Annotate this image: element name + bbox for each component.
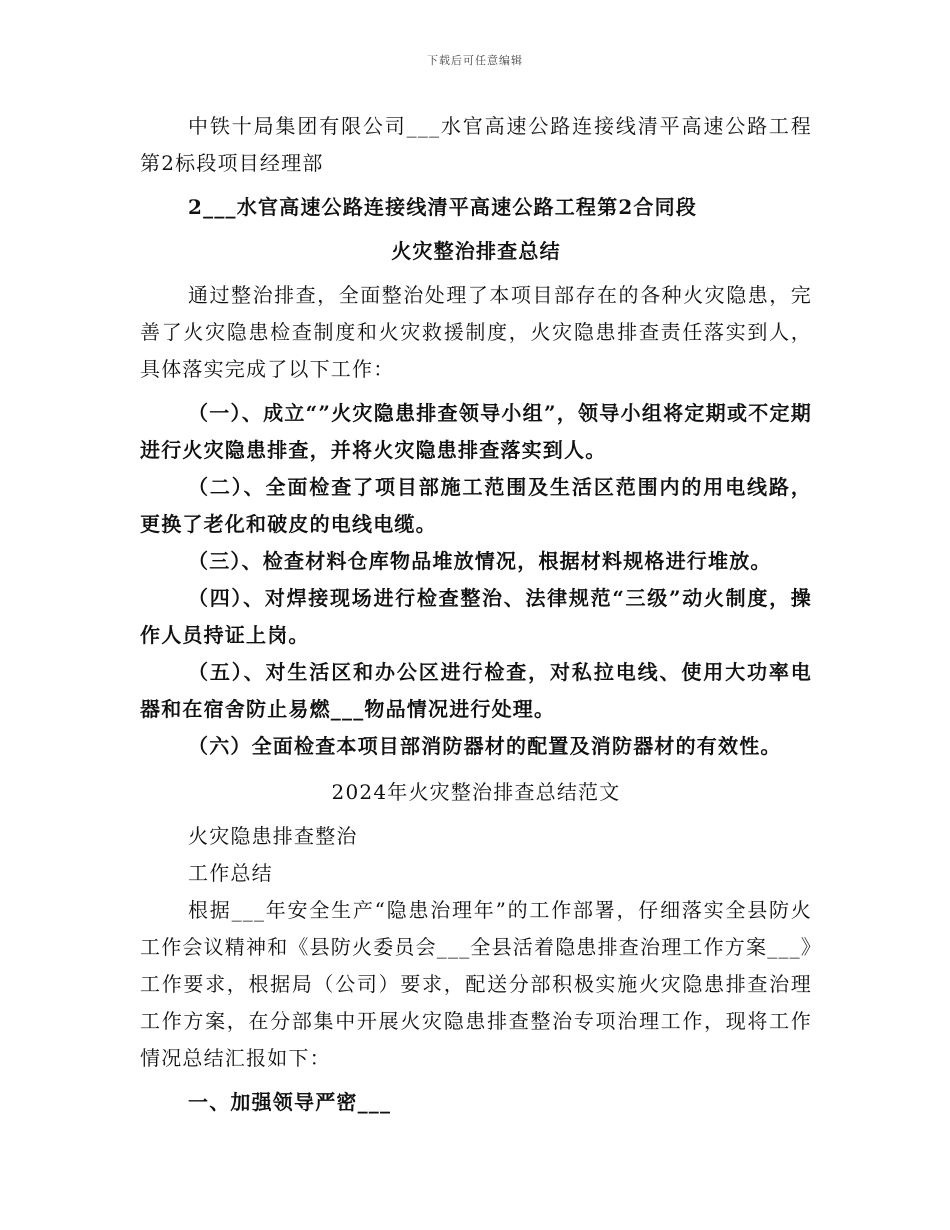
list-item-1: （一）、成立“”火灾隐患排查领导小组”，领导小组将定期或不定期进行火灾隐患排查，并将火灾隐患排查落实到人。 xyxy=(140,401,812,462)
list-item-4: （四）、对焊接现场进行检查整治、法律规范“三级”动火制度，操作人员持证上岗。 xyxy=(140,586,812,647)
work-report-paragraph: 根据___年安全生产“隐患治理年”的工作部署，仔细落实全县防火工作会议精神和《县防火委员会___全县活着隐患排查治理工作方案___》工作要求，根据局（公司）要求，配送分部积极实施火灾隐患排查治理工作方案，在分部集中开展火灾隐患排查整治专项治理工作，现将工作情况总结汇报如下： xyxy=(140,898,812,1070)
section-line: 2___水官高速公路连接线清平高速公路工程第2合同段 xyxy=(188,195,698,219)
list-item-6: （六）全面检查本项目部消防器材的配置及消防器材的有效性。 xyxy=(188,734,782,758)
subtitle-hazard-rectification: 火灾隐患排查整治 xyxy=(188,824,358,848)
list-item-2: （二）、全面检查了项目部施工范围及生活区范围内的用电线路，更换了老化和破皮的电线电缆。 xyxy=(140,475,812,536)
title-2024-summary: 2024年火灾整治排查总结范文 xyxy=(331,780,621,804)
subtitle-work-summary: 工作总结 xyxy=(188,861,273,885)
heading-strengthen-leadership: 一、加强领导严密___ xyxy=(188,1090,392,1114)
download-note: 下载后可任意编辑 xyxy=(427,54,523,67)
title-fire-inspection: 火灾整治排查总结 xyxy=(391,239,561,263)
summary-paragraph: 通过整治排查，全面整治处理了本项目部存在的各种火灾隐患，完善了火灾隐患检查制度和火灾救援制度，火灾隐患排查责任落实到人，具体落实完成了以下工作： xyxy=(140,283,812,381)
intro-paragraph: 中铁十局集团有限公司___水官高速公路连接线清平高速公路工程第2标段项目经理部 xyxy=(140,114,812,175)
list-item-5: （五）、对生活区和办公区进行检查，对私拉电线、使用大功率电器和在宿舍防止易燃___物品情况进行处理。 xyxy=(140,660,812,721)
list-item-3: （三）、检查材料仓库物品堆放情况，根据材料规格进行堆放。 xyxy=(188,549,772,573)
document-body xyxy=(140,108,812,1121)
